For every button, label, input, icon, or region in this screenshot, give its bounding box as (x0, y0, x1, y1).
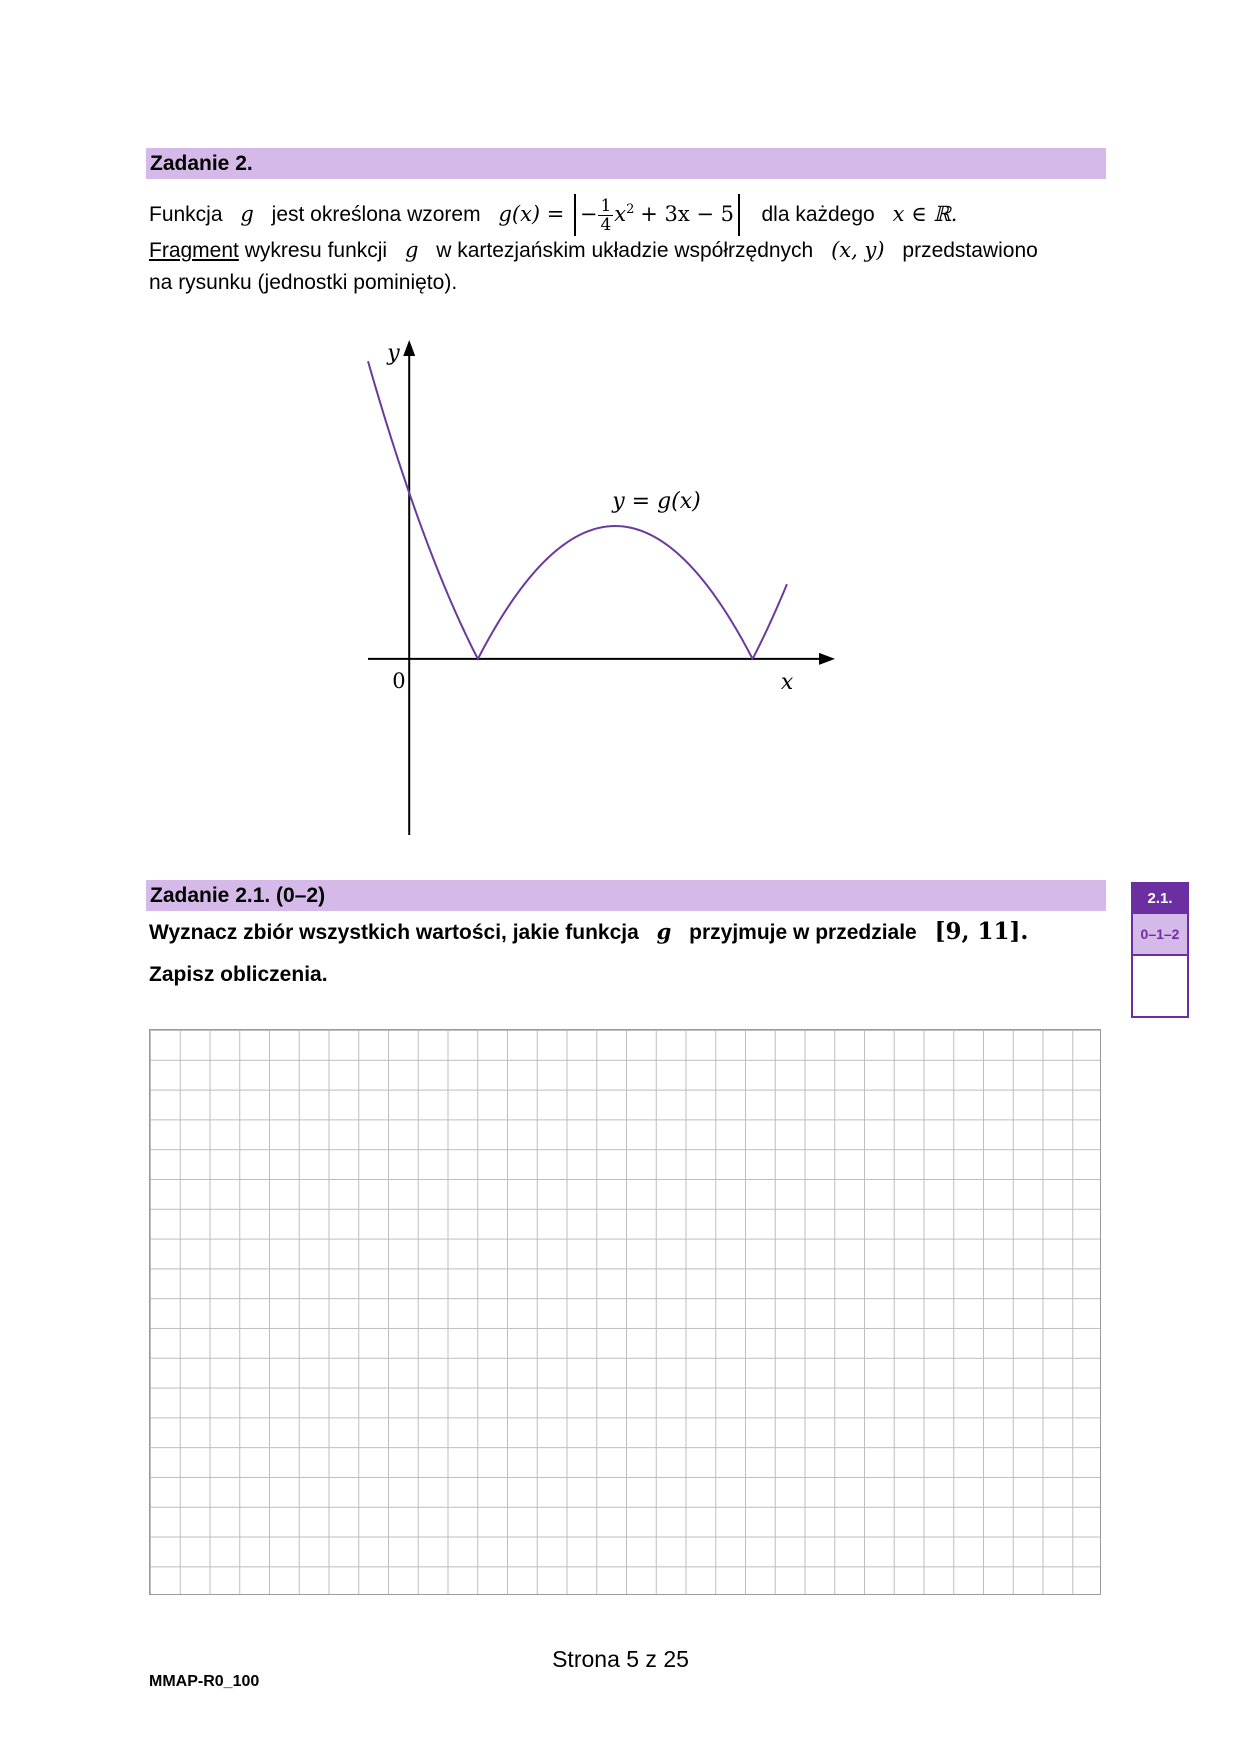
intro-text: w kartezjańskim układzie współrzędnych (436, 239, 814, 262)
intro-text: Funkcja (149, 203, 223, 226)
intro-text: wykresu funkcji (244, 239, 388, 262)
intro-line-3: na rysunku (jednostki pominięto). (149, 271, 458, 294)
score-label: 2.1. (1133, 884, 1187, 914)
function-name: g (404, 238, 419, 262)
formula-rest: + 3x − 5 (640, 202, 735, 226)
x-axis-arrow (819, 653, 835, 665)
question-text: Wyznacz zbiór wszystkich wartości, jakie funkcja (149, 921, 639, 944)
formula-exponent: 2 (626, 202, 635, 217)
x-axis-label: x (780, 669, 794, 695)
function-graph (0, 0, 1241, 860)
intro-text: dla każdego (761, 203, 875, 226)
subtask-question (149, 918, 1028, 945)
subtask-header: Zadanie 2.1. (0–2) (146, 880, 1106, 911)
subtask-instruction: Zapisz obliczenia. (149, 963, 328, 986)
intro-text: jest określona wzorem (271, 203, 481, 226)
curve-label: y = g(x) (612, 489, 701, 515)
score-points: 0–1–2 (1133, 914, 1187, 956)
function-name: g (656, 919, 672, 944)
formula-x: x (614, 202, 627, 226)
fraction-numerator: 1 (600, 195, 612, 216)
y-axis-arrow (403, 340, 415, 356)
function-curve (368, 361, 787, 659)
domain: x ∈ ℝ. (892, 202, 958, 226)
formula-minus: − (579, 202, 598, 226)
exam-code: MMAP-R0_100 (149, 1673, 260, 1690)
question-text: przyjmuje w przedziale (689, 921, 917, 944)
formula-lhs: g(x) = (498, 202, 565, 226)
answer-grid[interactable] (149, 1029, 1101, 1595)
interval: [9, 11]. (934, 918, 1029, 945)
page-number: Strona 5 z 25 (552, 1646, 689, 1672)
fragment-word: Fragment (149, 239, 239, 262)
intro-text: przedstawiono (902, 239, 1038, 262)
task-header: Zadanie 2. (146, 148, 1106, 179)
function-name: g (240, 202, 254, 226)
fraction-denominator: 4 (600, 214, 612, 235)
score-entry[interactable] (1133, 956, 1187, 1018)
coordinates: (x, y) (831, 238, 885, 262)
origin-label: 0 (392, 668, 406, 693)
score-box (1131, 882, 1189, 1018)
y-axis-label: y (387, 341, 400, 366)
